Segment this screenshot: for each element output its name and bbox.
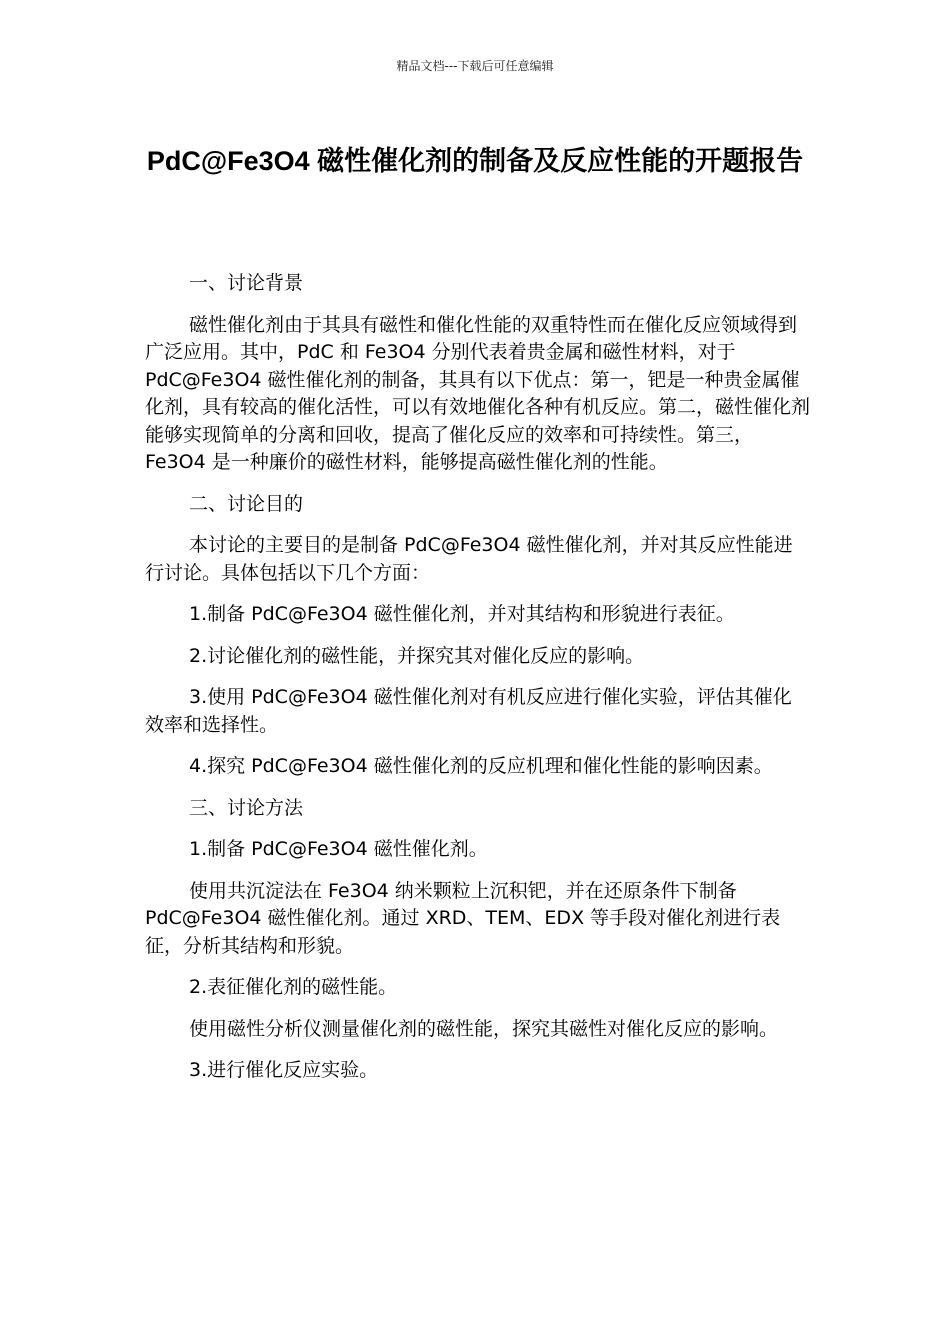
purpose-paragraph: 本讨论的主要目的是制备 PdC@Fe3O4 磁性催化剂，并对其反应性能进行讨论。具体包括以下几个方面：: [145, 534, 793, 584]
purpose-item-1: 1.制备 PdC@Fe3O4 磁性催化剂，并对其结构和形貌进行表征。: [189, 603, 735, 625]
background-paragraph: 磁性催化剂由于其具有磁性和催化性能的双重特性而在催化反应领域得到广泛应用。其中，PdC 和 Fe3O4 分别代表着贵金属和磁性材料，对于 PdC@Fe3O4 磁性催化剂的制备，其具有以下优点：第一，钯是一种贵金属催化剂，具有较高的催化活性，可以有效地催化各种有机反应。第二，磁性催化剂能够实现简单的分离和回收，提高了催化反应的效率和可持续性。第三，Fe3O4 是一种廉价的磁性材料，能够提高磁性催化剂的性能。: [145, 313, 811, 473]
section-heading-background: 一、讨论背景: [189, 272, 304, 294]
purpose-item-3: 3.使用 PdC@Fe3O4 磁性催化剂对有机反应进行催化实验，评估其催化效率和选择性。: [145, 686, 792, 736]
method-step-2-paragraph: 使用磁性分析仪测量催化剂的磁性能，探究其磁性对催化反应的影响。: [189, 1017, 779, 1040]
section-heading-method: 三、讨论方法: [189, 796, 304, 819]
document-title: PdC@Fe3O4 磁性催化剂的制备及反应性能的开题报告: [146, 146, 804, 176]
header-note: 精品文档---下载后可任意编辑: [396, 59, 554, 73]
method-step-1-heading: 1.制备 PdC@Fe3O4 磁性催化剂。: [189, 838, 488, 860]
method-step-3-heading: 3.进行催化反应实验。: [189, 1059, 379, 1081]
purpose-item-2: 2.讨论催化剂的磁性能，并探究其对催化反应的影响。: [189, 644, 645, 667]
purpose-item-4: 4.探究 PdC@Fe3O4 磁性催化剂的反应机理和催化性能的影响因素。: [189, 755, 773, 777]
method-step-1-paragraph: 使用共沉淀法在 Fe3O4 纳米颗粒上沉积钯，并在还原条件下制备 PdC@Fe3O4 磁性催化剂。通过 XRD、TEM、EDX 等手段对催化剂进行表征，分析其结构和形貌。: [145, 879, 781, 957]
section-heading-purpose: 二、讨论目的: [189, 492, 304, 515]
method-step-2-heading: 2.表征催化剂的磁性能。: [189, 976, 398, 998]
document-body: [145, 270, 810, 1099]
